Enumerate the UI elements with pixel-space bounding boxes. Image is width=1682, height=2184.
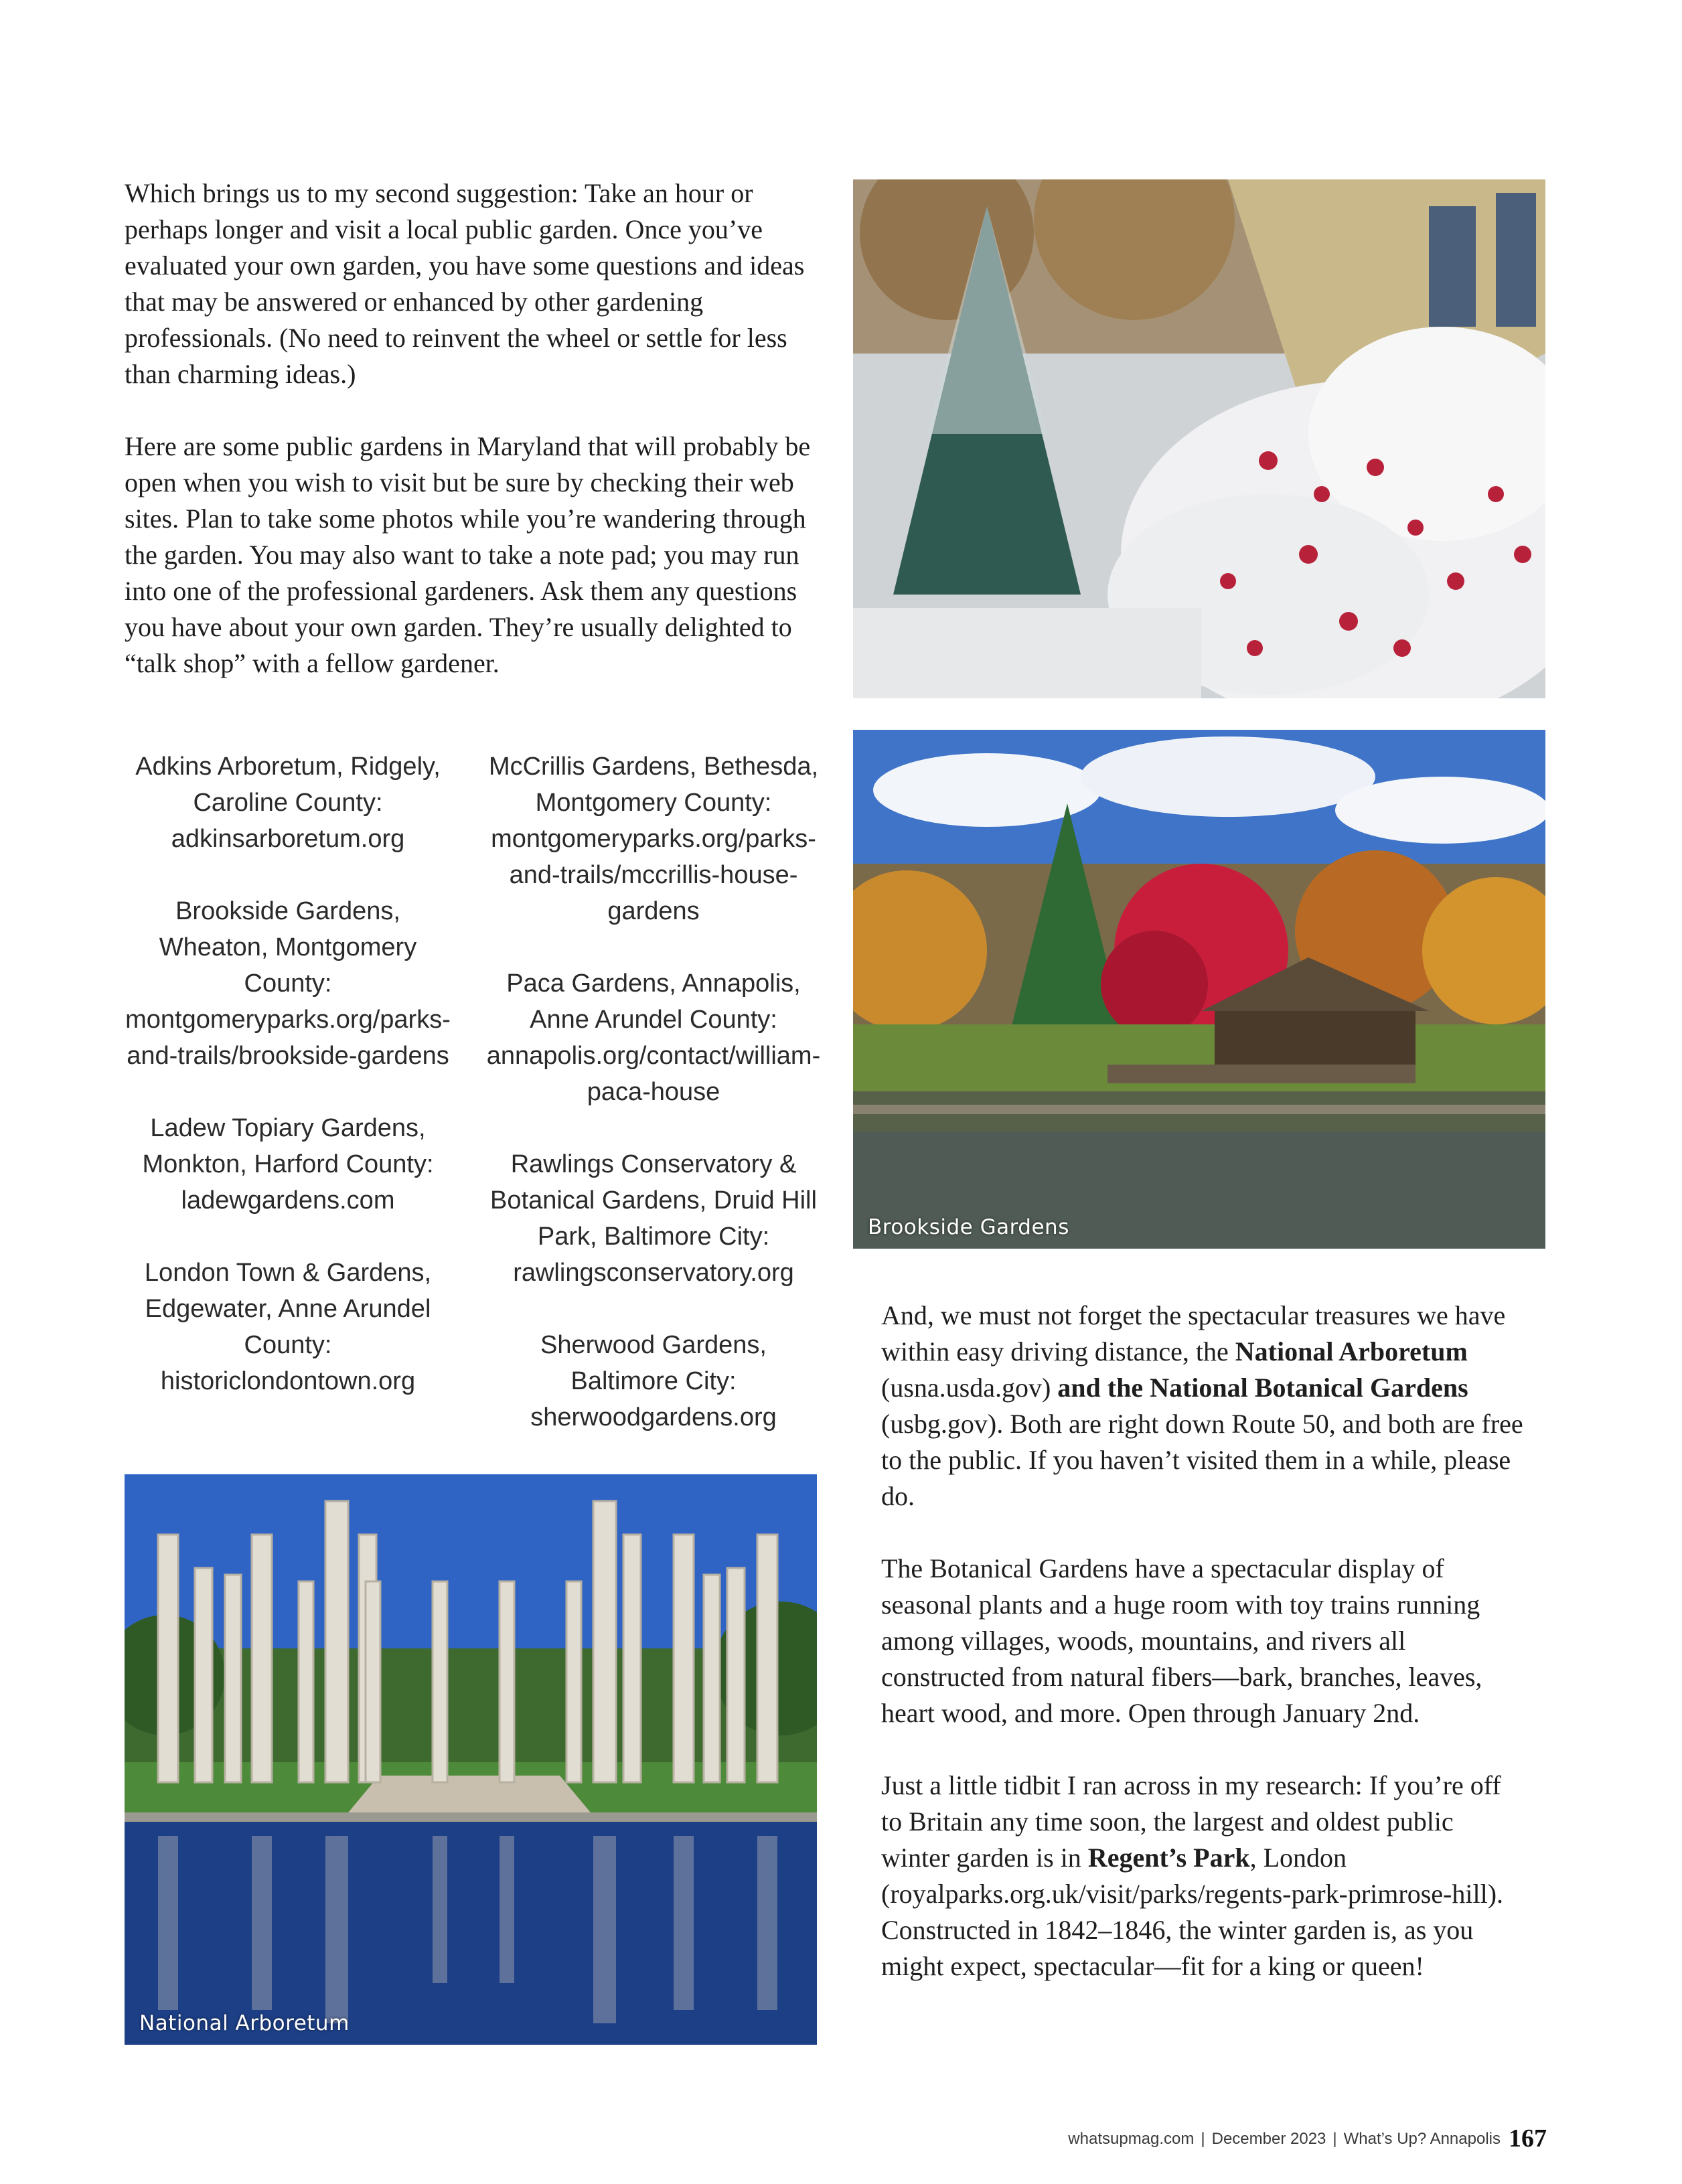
garden-entry-paca: Paca Gardens, Annapolis, Anne Arundel County: annapolis.org/contact/william-paca-house: [486, 969, 821, 1106]
footer-separator-2: |: [1332, 2130, 1337, 2148]
right-paragraph-3: [881, 1768, 1524, 1984]
right-column-text: [881, 1298, 1524, 1984]
garden-entry-brookside: Brookside Gardens, Wheaton, Montgomery County: montgomeryparks.org/parks-and-trails/brookside-gardens: [125, 897, 451, 1070]
p3-text-c: , London (royalparks.org.uk/visit/parks/regents-park-primrose-hill). Constructed in 1842–1846, the winter garden is, as you might expect, spectacular—fit for a king or queen!: [881, 1843, 1504, 1981]
botanical-gardens-bold: and the National Botanical Gardens: [1057, 1373, 1468, 1403]
garden-entry-sherwood: Sherwood Gardens, Baltimore City: sherwoodgardens.org: [530, 1331, 777, 1431]
intro-text: [125, 175, 821, 682]
garden-entry-rawlings: Rawlings Conservatory & Botanical Gardens, Druid Hill Park, Baltimore City: rawlingsconservatory.org: [490, 1150, 817, 1287]
garden-entry-london-town: London Town & Gardens, Edgewater, Anne Arundel County: historiclondontown.org: [144, 1259, 432, 1395]
national-arboretum-photo: [125, 1474, 817, 2045]
brookside-gardens-photo: [853, 730, 1545, 1249]
garden-list-right: [486, 749, 821, 1435]
garden-entry-adkins: Adkins Arboretum, Ridgely, Caroline County: adkinsarboretum.org: [135, 753, 441, 853]
p1-text-a: And, we must not forget the spectacular treasures we have within easy driving distance, the: [881, 1300, 1506, 1367]
footer-separator-1: |: [1201, 2130, 1205, 2148]
national-arboretum-bold: National Arboretum: [1235, 1336, 1468, 1367]
regents-park-bold: Regent’s Park: [1087, 1843, 1250, 1873]
p1-text-d: (usbg.gov). Both are right down Route 50, and both are free to the public. If you haven’t visited them in a while, please do.: [881, 1409, 1523, 1511]
snowy-garden-photo: [853, 179, 1545, 698]
right-paragraph-2: The Botanical Gardens have a spectacular display of seasonal plants and a huge room with toy trains running among villages, woods, mountains, and rivers all constructed from natural fibers—bark, branches, leaves, heart wood, and more. Open through January 2nd.: [881, 1553, 1482, 1728]
intro-paragraph-1: Which brings us to my second suggestion: Take an hour or perhaps longer and visit a local public garden. Once you’ve evaluated your own garden, you have some questions and ideas that may be answered or enhanced by other gardening professionals. (No need to reinvent the wheel or settle for less than charming ideas.): [125, 178, 805, 389]
brookside-caption: Brookside Gardens: [868, 1215, 1069, 1239]
garden-entry-mccrillis: McCrillis Gardens, Bethesda, Montgomery County: montgomeryparks.org/parks-and-trails/mccrillis-house-gardens: [488, 753, 819, 925]
footer-date: December 2023: [1211, 2130, 1326, 2148]
p1-text-c: (usna.usda.gov): [881, 1373, 1058, 1403]
right-paragraph-1: [881, 1298, 1524, 1514]
intro-paragraph-2: Here are some public gardens in Maryland that will probably be open when you wish to visit but be sure by checking their web sites. Plan to take some photos while you’re wandering through the garden. You may also want to take a note pad; you may run into one of the professional gardeners. Ask them any questions you have about your own garden. They’re usually delighted to “talk shop” with a fellow gardener.: [125, 431, 811, 678]
arboretum-caption: National Arboretum: [139, 2011, 350, 2035]
p3-text-a: Just a little tidbit I ran across in my research: If you’re off to Britain any time soon, the largest and oldest public winter garden is in: [881, 1770, 1501, 1873]
garden-list-left: [121, 749, 455, 1399]
footer-publication: What’s Up? Annapolis: [1343, 2130, 1501, 2148]
page-footer: [1068, 2124, 1547, 2153]
page-number: 167: [1509, 2124, 1547, 2153]
garden-entry-ladew: Ladew Topiary Gardens, Monkton, Harford County: ladewgardens.com: [142, 1114, 434, 1215]
footer-site: whatsupmag.com: [1068, 2130, 1195, 2148]
